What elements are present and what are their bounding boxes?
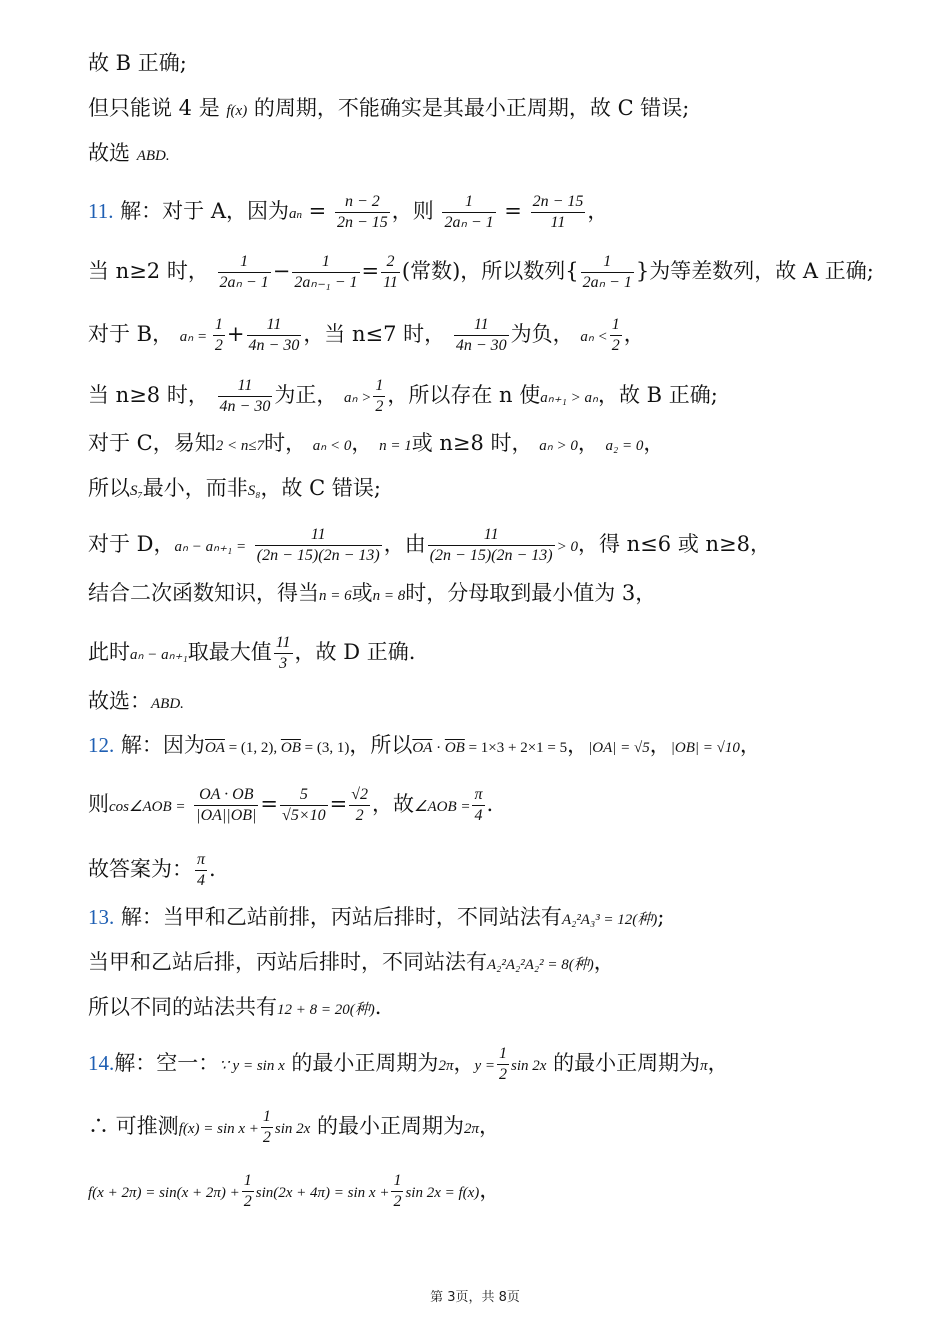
numerator: 11: [428, 525, 555, 546]
question-13-line: [88, 903, 664, 934]
math: a: [289, 206, 297, 222]
numerator: 1: [610, 315, 622, 336]
question-number: 13.: [88, 905, 115, 929]
math: n: [296, 209, 302, 221]
fraction: [381, 252, 400, 293]
text: 对于 D，: [88, 532, 175, 556]
text: 或: [351, 581, 373, 605]
numerator: 11: [255, 525, 382, 546]
text: 的最小正周期为: [310, 1114, 465, 1138]
text: 对于 B，: [88, 322, 174, 346]
math: ABD.: [136, 148, 170, 164]
numerator: 1: [213, 315, 225, 336]
text: 但只能说 4 是: [88, 96, 227, 120]
denominator: 4n − 30: [248, 337, 300, 354]
text-line: 则cos∠AOB = $\frac{OA \cdot OB}{|OA||OB|}$ = $\frac{5}{√5\times 10}$ = $\frac{√2}{2}$ ，故∠AOB = $\frac{\pi}{4}$ .: [88, 786, 494, 824]
denominator: 4n − 30: [219, 398, 271, 415]
numerator: 2n − 15: [531, 192, 586, 213]
numerator: π: [195, 850, 207, 871]
denominator: 2: [214, 337, 223, 354]
math: y =: [474, 1058, 495, 1074]
numerator: √2: [349, 785, 370, 806]
vector: $\overline{OB}$: [280, 740, 301, 756]
vector: $\overline{OA}$: [204, 740, 225, 756]
vector: $\overline{OA}$: [412, 740, 433, 756]
math: f(x) = sin x +: [178, 1121, 259, 1137]
math: n = 8: [372, 588, 406, 604]
text-line: [88, 633, 415, 674]
math: f(x + 2π) = sin(x + 2π) +: [88, 1185, 240, 1201]
math: aₙ <: [580, 329, 608, 345]
text: 此时: [88, 640, 130, 664]
math: |OA| = √5: [588, 740, 650, 756]
math: 2π: [464, 1121, 480, 1137]
text: 为负，: [510, 322, 574, 346]
math: aₙ =: [179, 329, 211, 345]
fraction: [610, 315, 622, 356]
question-12-line: [88, 731, 761, 762]
text: 当甲和乙站后排，丙站后排时，不同站法有: [88, 950, 487, 974]
math: n = 1: [379, 438, 412, 454]
text: }为等差数列，故 A 正确;: [635, 259, 874, 283]
denominator: 2: [393, 1193, 402, 1210]
text: 或 n≥8 时，: [411, 431, 533, 455]
text: ，则: [391, 199, 434, 223]
denominator: √5×10: [282, 807, 326, 824]
text: ，当 n≤7 时，: [303, 322, 446, 346]
text: ，: [707, 1051, 729, 1075]
text: ;: [657, 905, 665, 929]
text: ，所以: [349, 733, 413, 757]
text-line: [88, 474, 381, 505]
numerator: 1: [218, 252, 271, 273]
numerator: 2: [381, 252, 400, 273]
math: ·: [432, 740, 445, 756]
text: ∴ 可推测: [88, 1114, 179, 1138]
math: ABD.: [151, 696, 184, 712]
math: = (1, 2),: [224, 740, 281, 756]
text: 的最小正周期为: [284, 1051, 439, 1075]
text: ，: [479, 1178, 501, 1202]
text: ，: [351, 431, 373, 455]
denominator: 11: [550, 214, 566, 231]
numerator: 1: [261, 1107, 273, 1128]
text: 故 B 正确;: [88, 51, 187, 75]
denominator: (2n − 15)(2n − 13): [429, 547, 553, 564]
text: ，: [567, 733, 589, 757]
fraction: [531, 192, 586, 233]
text-line: 对于 B， aₙ = $\frac{1}{2}$ + $\frac{11}{4n - 30}$ ，当 n≤7 时， $\frac{11}{4n - 30}$ 为负， aₙ < $\frac{1}{2}$ ，: [88, 316, 645, 354]
text: 则: [88, 792, 109, 816]
math: cos∠AOB =: [109, 799, 186, 815]
text: ，故 C 错误;: [260, 476, 381, 500]
denominator: 2: [375, 398, 384, 415]
denominator: 2: [262, 1129, 271, 1146]
text: (常数)，所以数列{: [401, 259, 579, 283]
math: sin(2x + 4π) = sin x +: [255, 1185, 390, 1201]
text-line: [88, 429, 664, 460]
denominator: 2aₙ − 1: [219, 274, 269, 291]
text-line: [88, 993, 381, 1024]
numerator: 1: [581, 252, 634, 273]
math: a₂ = 0: [605, 438, 644, 454]
numerator: 1: [497, 1044, 509, 1065]
math: aₙ > 0: [539, 438, 578, 454]
fraction: [247, 315, 302, 356]
question-number: 11.: [88, 199, 114, 223]
denominator: 2: [611, 337, 620, 354]
math: > 0: [556, 539, 578, 555]
text-line: [88, 687, 184, 718]
numerator: 11: [247, 315, 302, 336]
text-line: [88, 49, 187, 77]
text: .: [374, 995, 382, 1019]
fraction: [442, 192, 495, 233]
numerator: OA · OB: [194, 785, 258, 806]
text: ，故 B 正确;: [597, 383, 718, 407]
fraction: [391, 1171, 403, 1212]
math: aₙ₊₁ > aₙ: [540, 390, 598, 406]
fraction: [472, 785, 484, 826]
numerator: 5: [280, 785, 328, 806]
text: 解：当甲和乙站前排，丙站后排时，不同站法有: [114, 905, 562, 929]
text: ，: [643, 431, 665, 455]
text-line: 当 n≥2 时， $\frac{1}{\text{2aₙ − 1}}$ − $\frac{1}{\text{2aₙ₋₁ − 1}}$ = $\frac{2}{11}$ (常数)，所以数列{ $\frac{1}{\text{2aₙ − 1}}$ }为等差数列，故 A 正确;: [88, 253, 874, 291]
text-line: [88, 850, 216, 891]
fraction: [581, 252, 634, 293]
denominator: 2: [355, 807, 364, 824]
question-11-line: 11. 解：对于 A，因为an = $\frac{n - 2}{2n - 15}$ ，则 $\frac{1}{\text{2aₙ − 1}}$ = $\frac{2n - 15}{11}$ ，: [88, 193, 609, 231]
text: ，故: [372, 792, 414, 816]
text: 取最大值: [187, 640, 272, 664]
fraction: [218, 252, 271, 293]
fraction: [261, 1107, 273, 1148]
numerator: 1: [391, 1171, 403, 1192]
denominator: 2: [243, 1193, 252, 1210]
question-number: 12.: [88, 733, 115, 757]
fraction: [335, 192, 390, 233]
text: 的最小正周期为: [546, 1051, 701, 1075]
text: 所以: [88, 476, 130, 500]
numerator: 1: [292, 252, 359, 273]
math: sin 2x: [274, 1121, 311, 1137]
text: 为正，: [274, 383, 338, 407]
denominator: 2aₙ − 1: [582, 274, 632, 291]
math: A₂²A₂²A₂² = 8(种): [487, 957, 594, 973]
text-line: [88, 94, 689, 125]
text: 解：对于 A，因为: [113, 199, 289, 223]
text: 最小，而非: [142, 476, 248, 500]
math: |OB| = √10: [670, 740, 740, 756]
question-14-line: [88, 1044, 729, 1085]
text-line: [88, 139, 170, 170]
math: = 1×3 + 2×1 = 5: [464, 740, 568, 756]
numerator: 11: [218, 376, 273, 397]
text: 故答案为：: [88, 857, 193, 881]
math: aₙ < 0: [312, 438, 352, 454]
fraction: [292, 252, 359, 293]
text: ，: [577, 431, 599, 455]
math: aₙ >: [344, 390, 372, 406]
math: 2π: [438, 1058, 454, 1074]
vector: $\overline{OB}$: [444, 740, 465, 756]
fraction: [195, 850, 207, 891]
text: 当 n≥2 时，: [88, 259, 209, 283]
text-line: [88, 525, 771, 566]
numerator: 1: [373, 376, 385, 397]
text-line: [88, 376, 718, 417]
fraction: [454, 315, 509, 356]
text: .: [209, 857, 216, 881]
fraction: [373, 376, 385, 417]
math: sin 2x: [510, 1058, 547, 1074]
text: ，得 n≤6 或 n≥8，: [577, 532, 771, 556]
denominator: 2: [498, 1066, 507, 1083]
denominator: 2aₙ₋₁ − 1: [294, 274, 358, 291]
math: sin 2x = f(x): [405, 1185, 480, 1201]
fraction: [194, 785, 258, 826]
math: n = 6: [319, 588, 352, 604]
math: S₈: [247, 483, 261, 499]
denominator: 4: [197, 872, 205, 889]
text: 解：因为: [114, 733, 205, 757]
page-footer: 第 3页，共 8页: [430, 1290, 520, 1305]
text: 故选: [88, 141, 137, 165]
math: aₙ − aₙ₊₁ =: [174, 539, 247, 555]
denominator: 2n − 15: [336, 214, 388, 231]
text: 当 n≥8 时，: [88, 383, 209, 407]
numerator: 11: [274, 633, 293, 654]
text-line: [88, 1171, 500, 1212]
denominator: (2n − 15)(2n − 13): [256, 547, 380, 564]
text-line: [88, 948, 615, 979]
text: ，故 D 正确.: [294, 640, 416, 664]
math: π: [700, 1058, 708, 1074]
math: ∵ y = sin x: [219, 1058, 285, 1074]
fraction: [242, 1171, 254, 1212]
text: ，: [593, 950, 615, 974]
text: 解：空一：: [114, 1051, 220, 1075]
numerator: n − 2: [335, 192, 390, 213]
text: ，: [453, 1051, 475, 1075]
math: ∠AOB =: [414, 799, 471, 815]
math: aₙ − aₙ₊₁: [130, 647, 188, 663]
math: = (3, 1): [300, 740, 350, 756]
math: 12 + 8 = 20(种): [277, 1002, 375, 1018]
denominator: 11: [383, 274, 398, 291]
text-line: [88, 1107, 500, 1148]
text: 所以不同的站法共有: [88, 995, 277, 1019]
text: 的周期，不能确实是其最小正周期，故 C 错误;: [247, 96, 690, 120]
text: ，: [623, 322, 645, 346]
denominator: |OA||OB|: [196, 807, 257, 824]
text: 时，: [264, 431, 307, 455]
fraction: [280, 785, 328, 826]
text: ，由: [383, 532, 426, 556]
math: 2 < n≤7: [215, 438, 265, 454]
fraction: [428, 525, 555, 566]
text: .: [486, 792, 494, 816]
text: ，: [479, 1114, 501, 1138]
numerator: 1: [242, 1171, 254, 1192]
fraction: [218, 376, 273, 417]
fraction: [274, 633, 293, 674]
fraction: [213, 315, 225, 356]
fraction: [349, 785, 370, 826]
text: 结合二次函数知识，得当: [88, 581, 319, 605]
denominator: 3: [279, 655, 288, 672]
denominator: 2aₙ − 1: [444, 214, 494, 231]
text-line: [88, 579, 656, 610]
question-number: 14.: [88, 1051, 115, 1075]
fraction: [255, 525, 382, 566]
text: 时，分母取到最小值为 3，: [405, 581, 657, 605]
denominator: 4n − 30: [455, 337, 507, 354]
math: A₂²A₃³ = 12(种): [561, 912, 658, 928]
numerator: π: [472, 785, 484, 806]
fraction: [497, 1044, 509, 1085]
text: ，: [587, 199, 609, 223]
numerator: 1: [442, 192, 495, 213]
text: ，: [739, 733, 761, 757]
text: ，所以存在 n 使: [387, 383, 541, 407]
text: ，: [649, 733, 671, 757]
math: f(x): [226, 103, 248, 119]
denominator: 4: [474, 807, 483, 824]
text: 对于 C，易知: [88, 431, 216, 455]
text: 故选：: [88, 689, 151, 713]
numerator: 11: [454, 315, 509, 336]
math: S₇: [130, 483, 143, 499]
